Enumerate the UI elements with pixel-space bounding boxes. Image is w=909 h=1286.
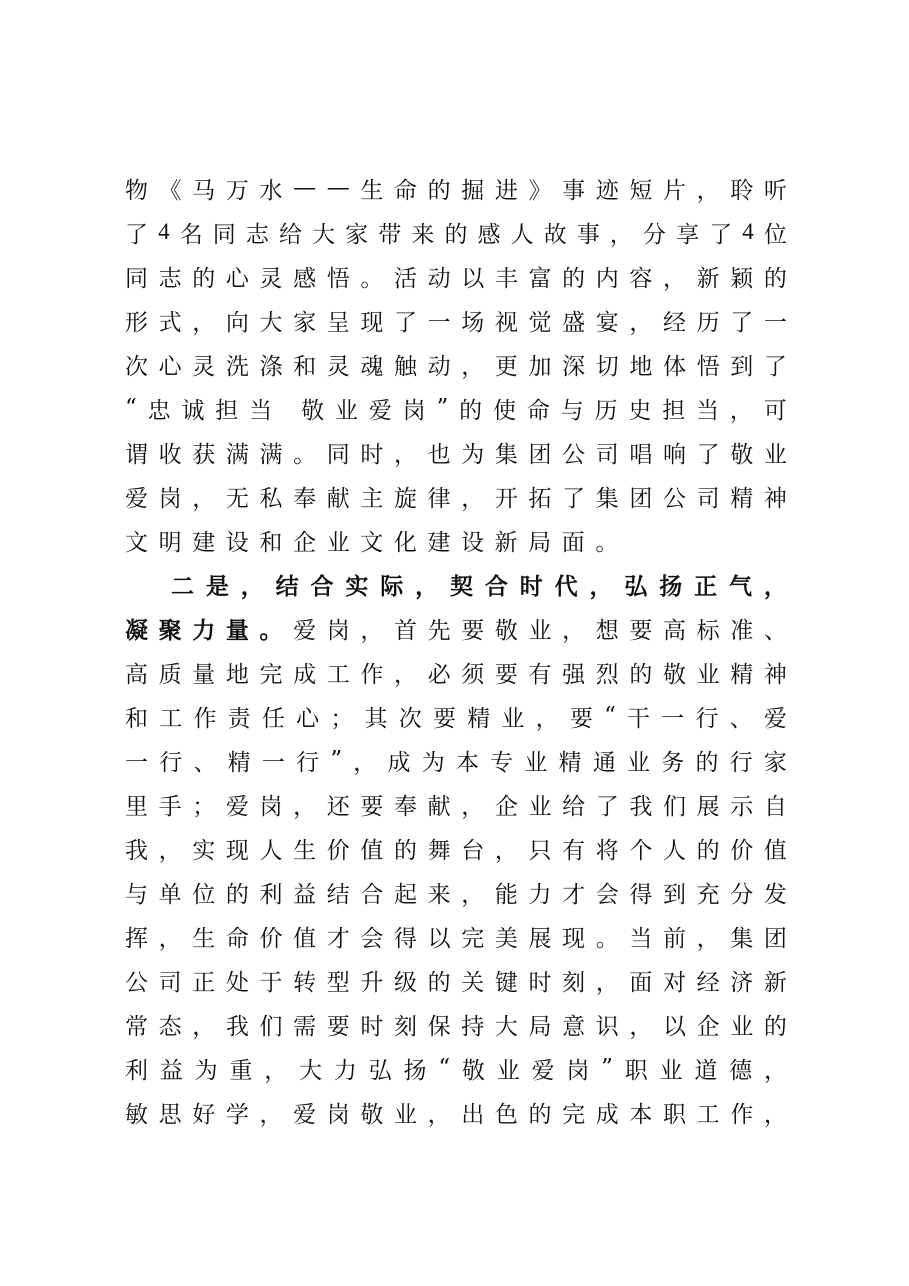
text-line: 挥 ， 生 命 价 值 才 会 得 以 完 美 展 现 。 当 前 ， 集 团 [125,925,787,952]
text-line: 形 式 ， 向 大 家 呈 现 了 一 场 视 觉 盛 宴 ， 经 历 了 一 [125,309,787,336]
text-line: 敏 思 好 学 ， 爱 岗 敬 业 ， 出 色 的 完 成 本 职 工 作 ， [125,1101,787,1128]
text-line: 了 4 名 同 志 给 大 家 带 来 的 感 人 故 事 ， 分 享 了 4 位 [125,219,787,248]
text-line: 公 司 正 处 于 转 型 升 级 的 关 键 时 刻 ， 面 对 经 济 新 [125,969,787,996]
text-line: 里 手 ； 爱 岗 ， 还 要 奉 献 ， 企 业 给 了 我 们 展 示 自 [125,793,787,820]
text-line: 一 行 、 精 一 行 ” ， 成 为 本 专 业 精 通 业 务 的 行 家 [125,747,787,776]
text-line: 和 工 作 责 任 心 ； 其 次 要 精 业 ， 要 “ 干 一 行 、 爱 [125,703,787,732]
text-line: 利 益 为 重 ， 大 力 弘 扬 “ 敬 业 爱 岗 ” 职 业 道 德 ， [125,1055,787,1084]
text-line: 物 《 马 万 水 — — 生 命 的 掘 进 》 事 迹 短 片 ， 聆 听 [125,175,787,204]
text-line: 常 态 ， 我 们 需 要 时 刻 保 持 大 局 意 识 ， 以 企 业 的 [125,1013,787,1040]
text-line: 我 ， 实 现 人 生 价 值 的 舞 台 ， 只 有 将 个 人 的 价 值 [125,837,787,864]
text-line: 谓 收 获 满 满 。 同 时 ， 也 为 集 团 公 司 唱 响 了 敬 业 [125,441,787,468]
text-line: 次 心 灵 洗 涤 和 灵 魂 触 动 ， 更 加 深 切 地 体 悟 到 了 [125,353,787,380]
text-line: 与 单 位 的 利 益 结 合 起 来 ， 能 力 才 会 得 到 充 分 发 [125,881,787,908]
text-line: 高 质 量 地 完 成 工 作 ， 必 须 要 有 强 烈 的 敬 业 精 神 [125,661,787,688]
body-text [125,166,787,1134]
text-line: 凝 聚 力 量 。 爱 岗 ， 首 先 要 敬 业 ， 想 要 高 标 准 、 [125,617,787,644]
text-line: 二 是 ， 结 合 实 际 ， 契 合 时 代 ， 弘 扬 正 气 ， [171,573,787,600]
text-line: 同 志 的 心 灵 感 悟 。 活 动 以 丰 富 的 内 容 ， 新 颖 的 [125,265,787,292]
text-line: 文 明 建 设 和 企 业 文 化 建 设 新 局 面 。 [125,529,619,556]
text-line: 爱 岗 ， 无 私 奉 献 主 旋 律 ， 开 拓 了 集 团 公 司 精 神 [125,485,787,512]
text-line: “ 忠 诚 担 当 敬 业 爱 岗 ” 的 使 命 与 历 史 担 当 ， 可 [125,395,787,424]
